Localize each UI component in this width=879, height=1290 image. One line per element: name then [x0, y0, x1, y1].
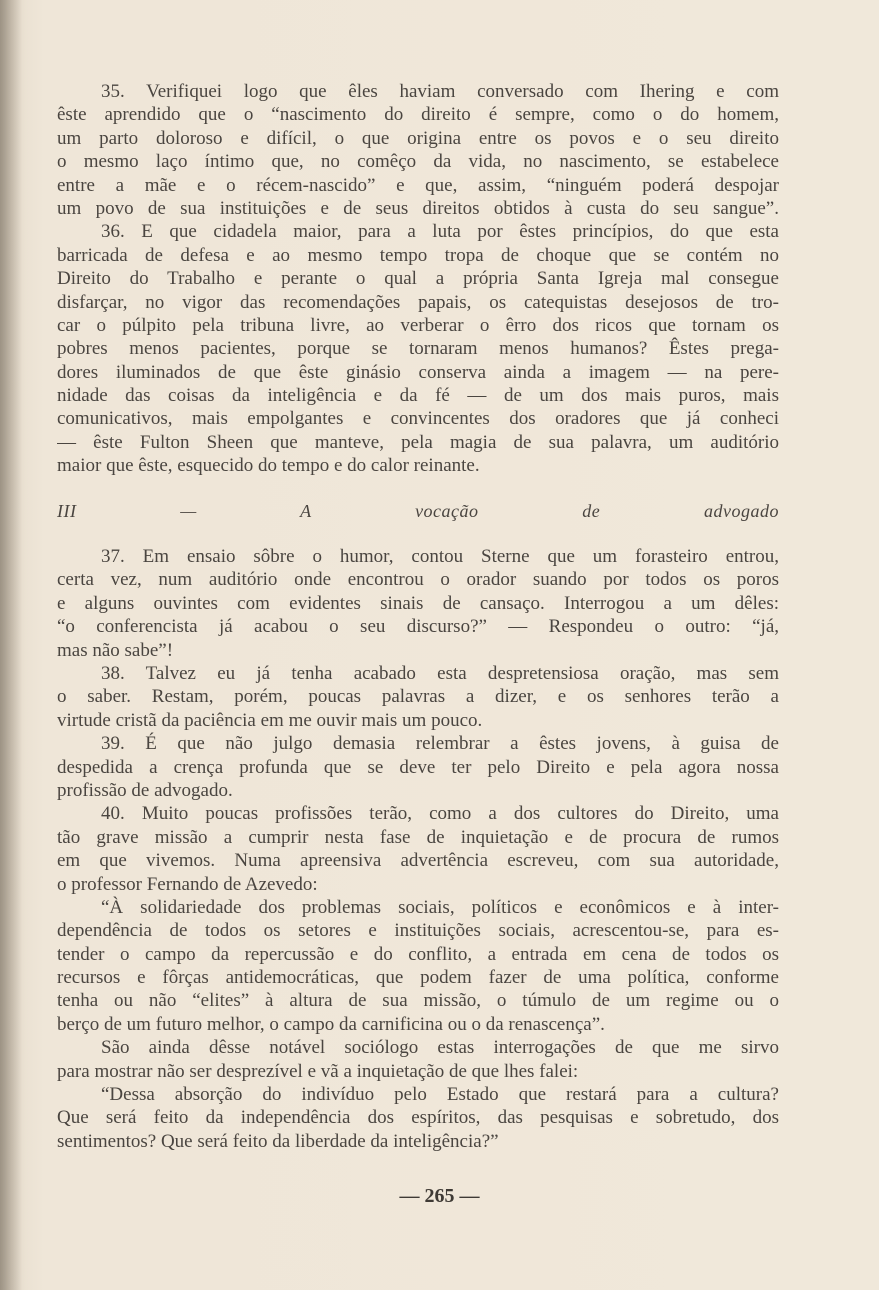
text-line: barricada de defesa e ao mesmo tempo tropa de choque que se contém no	[57, 244, 779, 266]
text-line: um povo de sua instituições e de seus direitos obtidos à custa do seu sangue”.	[57, 197, 779, 219]
text-line: virtude cristã da paciência em me ouvir mais um pouco.	[57, 709, 483, 731]
text-line: berço de um futuro melhor, o campo da carnificina ou o da renascença”.	[57, 1013, 605, 1035]
text-line: despedida a crença profunda que se deve ter pelo Direito e pela agora nossa	[57, 756, 779, 778]
text-line: mas não sabe”!	[57, 639, 174, 661]
text-line: profissão de advogado.	[57, 779, 233, 801]
text-line: dependência de todos os setores e instituições sociais, acrescentou-se, para es-	[57, 920, 779, 942]
text-line: o professor Fernando de Azevedo:	[57, 873, 318, 895]
text-line: para mostrar não ser desprezível e vã a inquietação de que lhes falei:	[57, 1060, 579, 1082]
text-line: e alguns ouvintes com evidentes sinais de cansaço. Interrogou a um dêles:	[57, 592, 779, 614]
text-line: sentimentos? Que será feito da liberdade da inteligência?”	[57, 1130, 499, 1152]
text-line: recursos e fôrças antidemocráticas, que podem fazer de uma política, conforme	[57, 967, 779, 989]
text-line: um parto doloroso e difícil, o que origina entre os povos e o seu direito	[57, 127, 779, 149]
text-line: “Dessa absorção do indivíduo pelo Estado que restará para a cultura?	[101, 1084, 779, 1106]
text-line: o mesmo laço íntimo que, no comêço da vida, no nascimento, se estabelece	[57, 151, 779, 173]
text-line: pobres menos pacientes, porque se tornaram menos humanos? Êstes prega-	[57, 338, 779, 360]
text-line: êste aprendido que o “nascimento do direito é sempre, como o do homem,	[57, 104, 779, 126]
text-line: dores iluminados de que êste ginásio conserva ainda a imagem — na pere-	[57, 361, 779, 383]
text-line: São ainda dêsse notável sociólogo estas interrogações de que me sirvo	[101, 1037, 779, 1059]
text-line: 39. É que não julgo demasia relembrar a êstes jovens, à guisa de	[101, 733, 779, 755]
text-line: nidade das coisas da inteligência e da fé — de um dos mais puros, mais	[57, 385, 779, 407]
text-line: 35. Verifiquei logo que êles haviam conversado com Ihering e com	[101, 81, 779, 102]
text-line: maior que êste, esquecido do tempo e do calor reinante.	[57, 455, 480, 477]
text-line: tão grave missão a cumprir nesta fase de inquietação e de procura de rumos	[57, 826, 779, 848]
text-line: Que será feito da independência dos espíritos, das pesquisas e sobretudo, dos	[57, 1107, 779, 1129]
text-line: o saber. Restam, porém, poucas palavras a dizer, e os senhores terão a	[57, 686, 779, 708]
text-line: 38. Talvez eu já tenha acabado esta despretensiosa oração, mas sem	[101, 662, 779, 684]
text-line: tender o campo da repercussão e do conflito, a entrada em cena de todos os	[57, 943, 779, 965]
text-line: em que vivemos. Numa apreensiva advertência escreveu, com sua autoridade,	[57, 850, 779, 872]
text-line: tenha ou não “elites” à altura de sua missão, o túmulo de um regime ou o	[57, 990, 779, 1012]
text-line: entre a mãe e o récem-nascido” e que, assim, “ninguém poderá despojar	[57, 174, 779, 196]
text-line: 40. Muito poucas profissões terão, como a dos cultores do Direito, uma	[101, 803, 779, 825]
text-line: certa vez, num auditório onde encontrou o orador suando por todos os poros	[57, 569, 779, 591]
text-line: “À solidariedade dos problemas sociais, políticos e econômicos e à inter-	[101, 896, 779, 918]
binding-gutter	[0, 0, 22, 1290]
text-line: “o conferencista já acabou o seu discurso?” — Respondeu o outro: “já,	[57, 616, 779, 638]
text-line: — êste Fulton Sheen que manteve, pela magia de sua palavra, um auditório	[57, 431, 779, 453]
text-line: Direito do Trabalho e perante o qual a própria Santa Igreja mal consegue	[57, 268, 779, 290]
text-line: disfarçar, no vigor das recomendações papais, os catequistas desejosos de tro-	[57, 291, 779, 313]
page-number: — 265 —	[399, 1185, 480, 1207]
body-text	[57, 80, 779, 1153]
text-line: comunicativos, mais empolgantes e convincentes dos oradores que já conheci	[57, 408, 779, 430]
text-line: car o púlpito pela tribuna livre, ao verberar o êrro dos ricos que tornam os	[57, 314, 779, 336]
text-line: 37. Em ensaio sôbre o humor, contou Sterne que um forasteiro entrou,	[101, 546, 779, 568]
section-heading: III — A vocação de advogado	[57, 500, 779, 521]
text-line: 36. E que cidadela maior, para a luta por êstes princípios, do que esta	[101, 221, 779, 243]
